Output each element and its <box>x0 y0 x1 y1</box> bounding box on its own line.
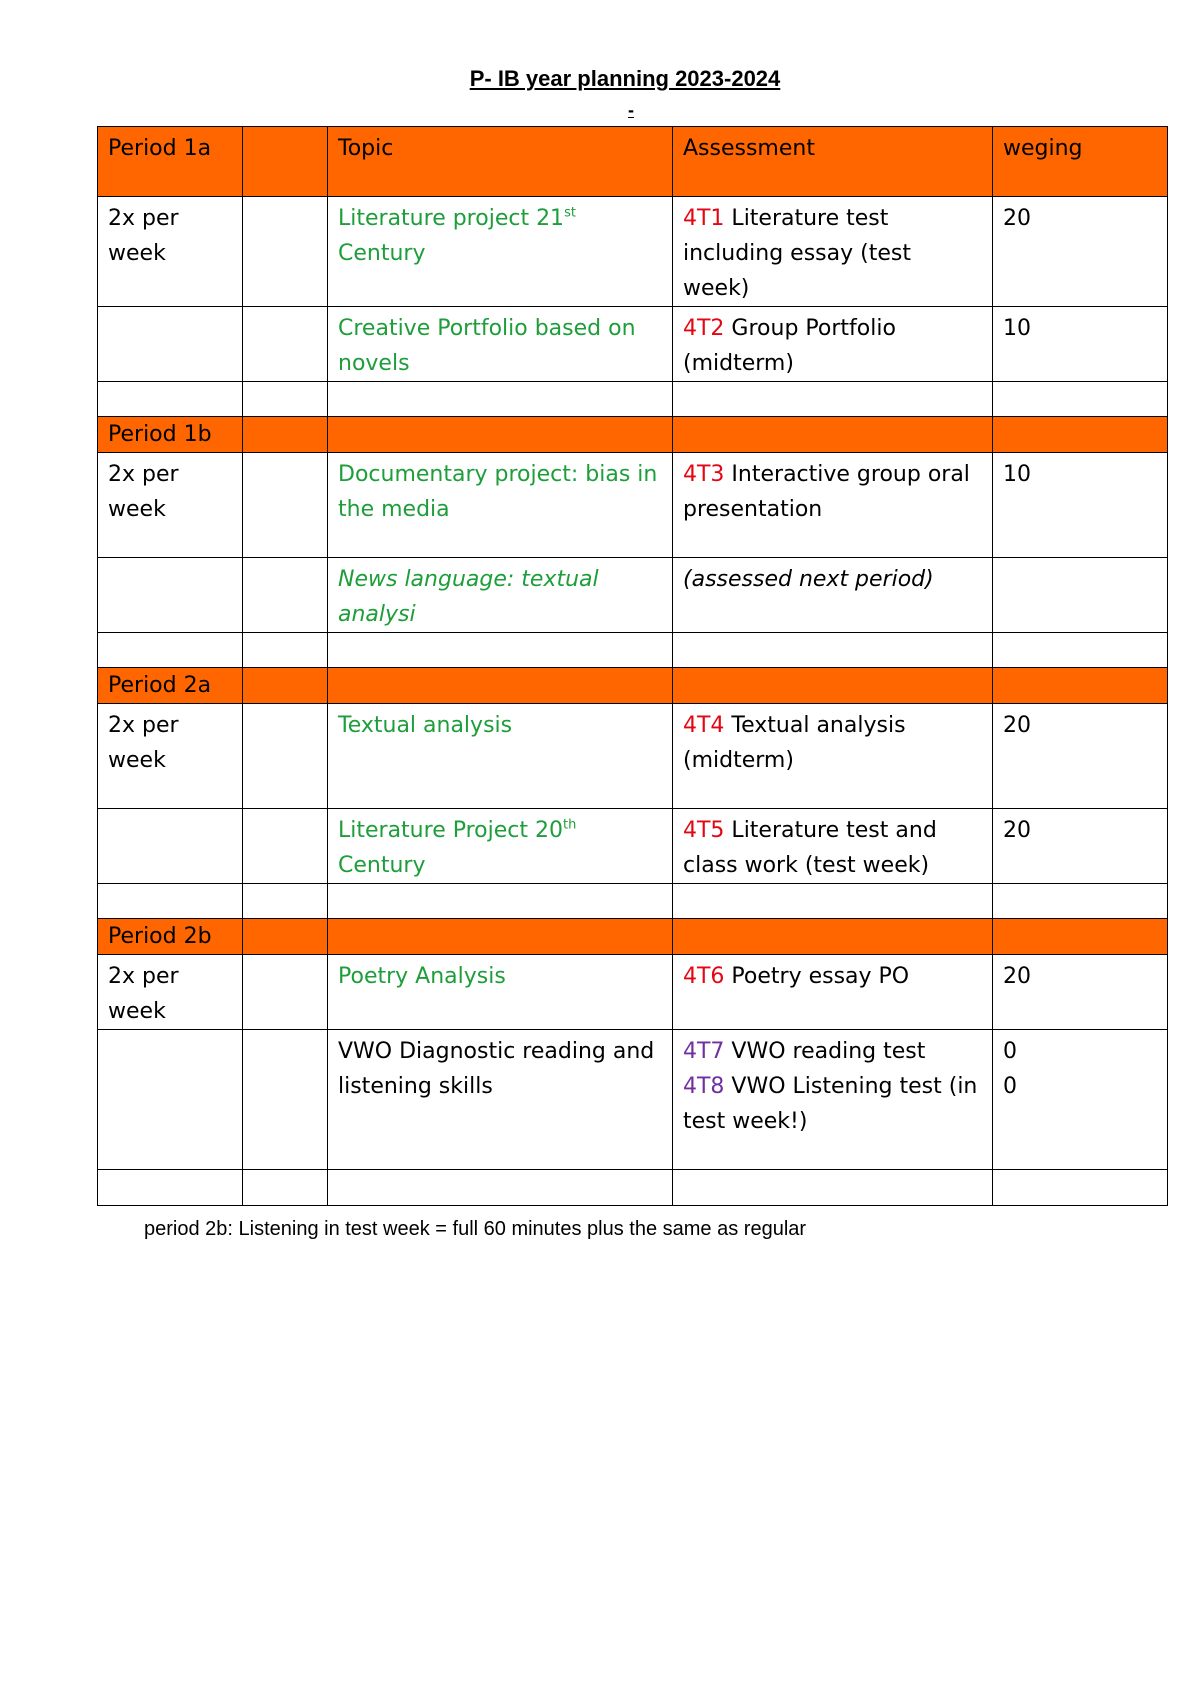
weight-cell <box>993 558 1168 633</box>
assessment-cell <box>673 197 993 307</box>
topic-text: Literature Project 20 <box>338 818 563 843</box>
topic-superscript: th <box>562 817 577 833</box>
topic-cell: Textual analysis <box>328 704 673 809</box>
assessment-cell <box>673 955 993 1030</box>
assessment-text: Poetry essay PO <box>724 964 910 989</box>
assessment-code: 4T3 <box>683 462 725 487</box>
topic-cell: News language: textual analysi <box>328 558 673 633</box>
topic-text: Literature project 21 <box>338 206 565 231</box>
weight-cell: 20 <box>993 809 1168 884</box>
header-empty-cell <box>243 127 328 197</box>
table-row <box>98 197 1168 307</box>
weight-value-2: 0 <box>1003 1074 1017 1099</box>
assessment-text: Interactive group oral presentation <box>683 462 970 522</box>
frequency-cell: 2x per week <box>98 453 243 558</box>
table-row <box>98 1030 1168 1170</box>
table-row <box>98 809 1168 884</box>
topic-cell: Documentary project: bias in the media <box>328 453 673 558</box>
assessment-text: Textual analysis (midterm) <box>683 713 906 773</box>
spacer-row <box>98 884 1168 919</box>
assessment-cell <box>673 809 993 884</box>
period-label: Period 1b <box>98 417 243 453</box>
spacer-row <box>98 1170 1168 1206</box>
weight-cell <box>993 1030 1168 1170</box>
frequency-cell <box>98 307 243 382</box>
assessment-cell <box>673 704 993 809</box>
frequency-cell: 2x per week <box>98 704 243 809</box>
empty-cell <box>243 704 328 809</box>
topic-cell: Creative Portfolio based on novels <box>328 307 673 382</box>
assessment-code: 4T1 <box>683 206 725 231</box>
weight-value: 0 <box>1003 1039 1017 1064</box>
weight-cell: 10 <box>993 453 1168 558</box>
header-period: Period 1a <box>98 127 243 197</box>
footnote: period 2b: Listening in test week = full 60 minutes plus the same as regular <box>144 1218 807 1240</box>
assessment-code: 4T7 <box>683 1039 725 1064</box>
empty-cell <box>243 453 328 558</box>
topic-cell: VWO Diagnostic reading and listening skills <box>328 1030 673 1170</box>
empty-cell <box>243 809 328 884</box>
weight-cell: 20 <box>993 197 1168 307</box>
weight-cell: 10 <box>993 307 1168 382</box>
table-row <box>98 704 1168 809</box>
weight-cell: 20 <box>993 704 1168 809</box>
assessment-cell <box>673 453 993 558</box>
assessment-cell <box>673 1030 993 1170</box>
table-row <box>98 453 1168 558</box>
spacer-row <box>98 633 1168 668</box>
assessment-code: 4T6 <box>683 964 725 989</box>
empty-cell <box>243 307 328 382</box>
period-label: Period 2a <box>98 668 243 704</box>
assessment-cell <box>673 307 993 382</box>
assessment-text: Literature test including essay (test week) <box>683 206 911 301</box>
header-topic: Topic <box>328 127 673 197</box>
table-header-row <box>98 127 1168 197</box>
frequency-cell: 2x per week <box>98 197 243 307</box>
topic-cell: Poetry Analysis <box>328 955 673 1030</box>
assessment-code: 4T5 <box>683 818 725 843</box>
assessment-cell: (assessed next period) <box>673 558 993 633</box>
period-header-row <box>98 919 1168 955</box>
topic-text-rest: Century <box>338 241 426 266</box>
weight-cell: 20 <box>993 955 1168 1030</box>
assessment-text: Group Portfolio (midterm) <box>683 316 896 376</box>
title-dash-mark: - <box>628 100 634 120</box>
period-header-row <box>98 668 1168 704</box>
assessment-text: VWO reading test <box>724 1039 926 1064</box>
document-title: P- IB year planning 2023-2024 <box>469 66 781 91</box>
period-header-row <box>98 417 1168 453</box>
table-row <box>98 558 1168 633</box>
spacer-row <box>98 382 1168 417</box>
header-weight: weging <box>993 127 1168 197</box>
assessment-text: Literature test and class work (test week) <box>683 818 937 878</box>
frequency-cell <box>98 809 243 884</box>
assessment-code: 4T2 <box>683 316 725 341</box>
frequency-cell <box>98 558 243 633</box>
empty-cell <box>243 955 328 1030</box>
assessment-code: 4T4 <box>683 713 725 738</box>
assessment-code-2: 4T8 <box>683 1074 725 1099</box>
topic-text-rest: Century <box>338 853 426 878</box>
header-assessment: Assessment <box>673 127 993 197</box>
table-row <box>98 307 1168 382</box>
planning-table <box>97 126 1168 1206</box>
empty-cell <box>243 197 328 307</box>
topic-superscript: st <box>564 205 576 221</box>
topic-cell <box>328 809 673 884</box>
frequency-cell <box>98 1030 243 1170</box>
assessment-text-2: VWO Listening test (in test week!) <box>683 1074 978 1134</box>
period-label: Period 2b <box>98 919 243 955</box>
table-row <box>98 955 1168 1030</box>
frequency-cell: 2x per week <box>98 955 243 1030</box>
topic-cell <box>328 197 673 307</box>
empty-cell <box>243 1030 328 1170</box>
empty-cell <box>243 558 328 633</box>
